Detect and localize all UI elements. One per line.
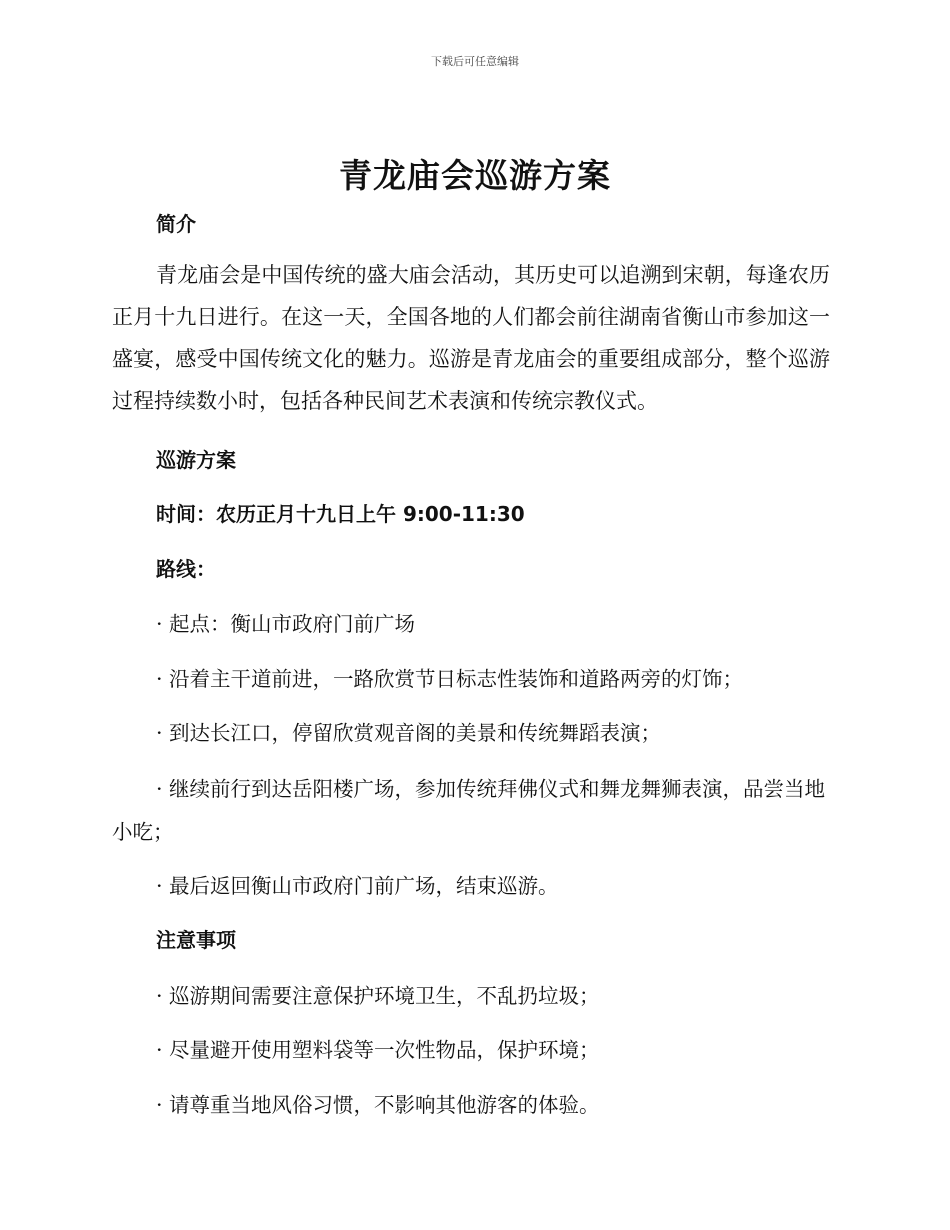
notes-heading: 注意事项 — [156, 928, 236, 952]
intro-heading: 简介 — [156, 212, 196, 236]
intro-paragraph: 青龙庙会是中国传统的盛大庙会活动，其历史可以追溯到宋朝，每逢农历正月十九日进行。在这一天，全国各地的人们都会前往湖南省衡山市参加这一盛宴，感受中国传统文化的魅力。巡游是青龙庙会的重要组成部分，整个巡游过程持续数小时，包括各种民间艺术表演和传统宗教仪式。 — [112, 263, 830, 413]
route-item: · 最后返回衡山市政府门前广场，结束巡游。 — [156, 874, 559, 898]
route-item: · 起点：衡山市政府门前广场 — [156, 612, 416, 636]
route-label: 路线： — [156, 557, 216, 581]
route-item: · 沿着主干道前进，一路欣赏节日标志性装饰和道路两旁的灯饰； — [156, 667, 744, 691]
note-item: · 巡游期间需要注意保护环境卫生，不乱扔垃圾； — [156, 984, 600, 1008]
page-header: 下载后可任意编辑 — [431, 55, 519, 68]
route-item: · 继续前行到达岳阳楼广场，参加传统拜佛仪式和舞龙舞狮表演，品尝当地小吃； — [112, 777, 826, 844]
plan-heading: 巡游方案 — [156, 448, 236, 472]
note-item: · 尽量避开使用塑料袋等一次性物品，保护环境； — [156, 1038, 600, 1062]
plan-time: 时间：农历正月十九日上午 9:00-11:30 — [156, 502, 525, 526]
note-item: · 请尊重当地风俗习惯，不影响其他游客的体验。 — [156, 1093, 600, 1117]
route-item: · 到达长江口，停留欣赏观音阁的美景和传统舞蹈表演； — [156, 721, 662, 745]
document-title: 青龙庙会巡游方案 — [339, 156, 611, 195]
